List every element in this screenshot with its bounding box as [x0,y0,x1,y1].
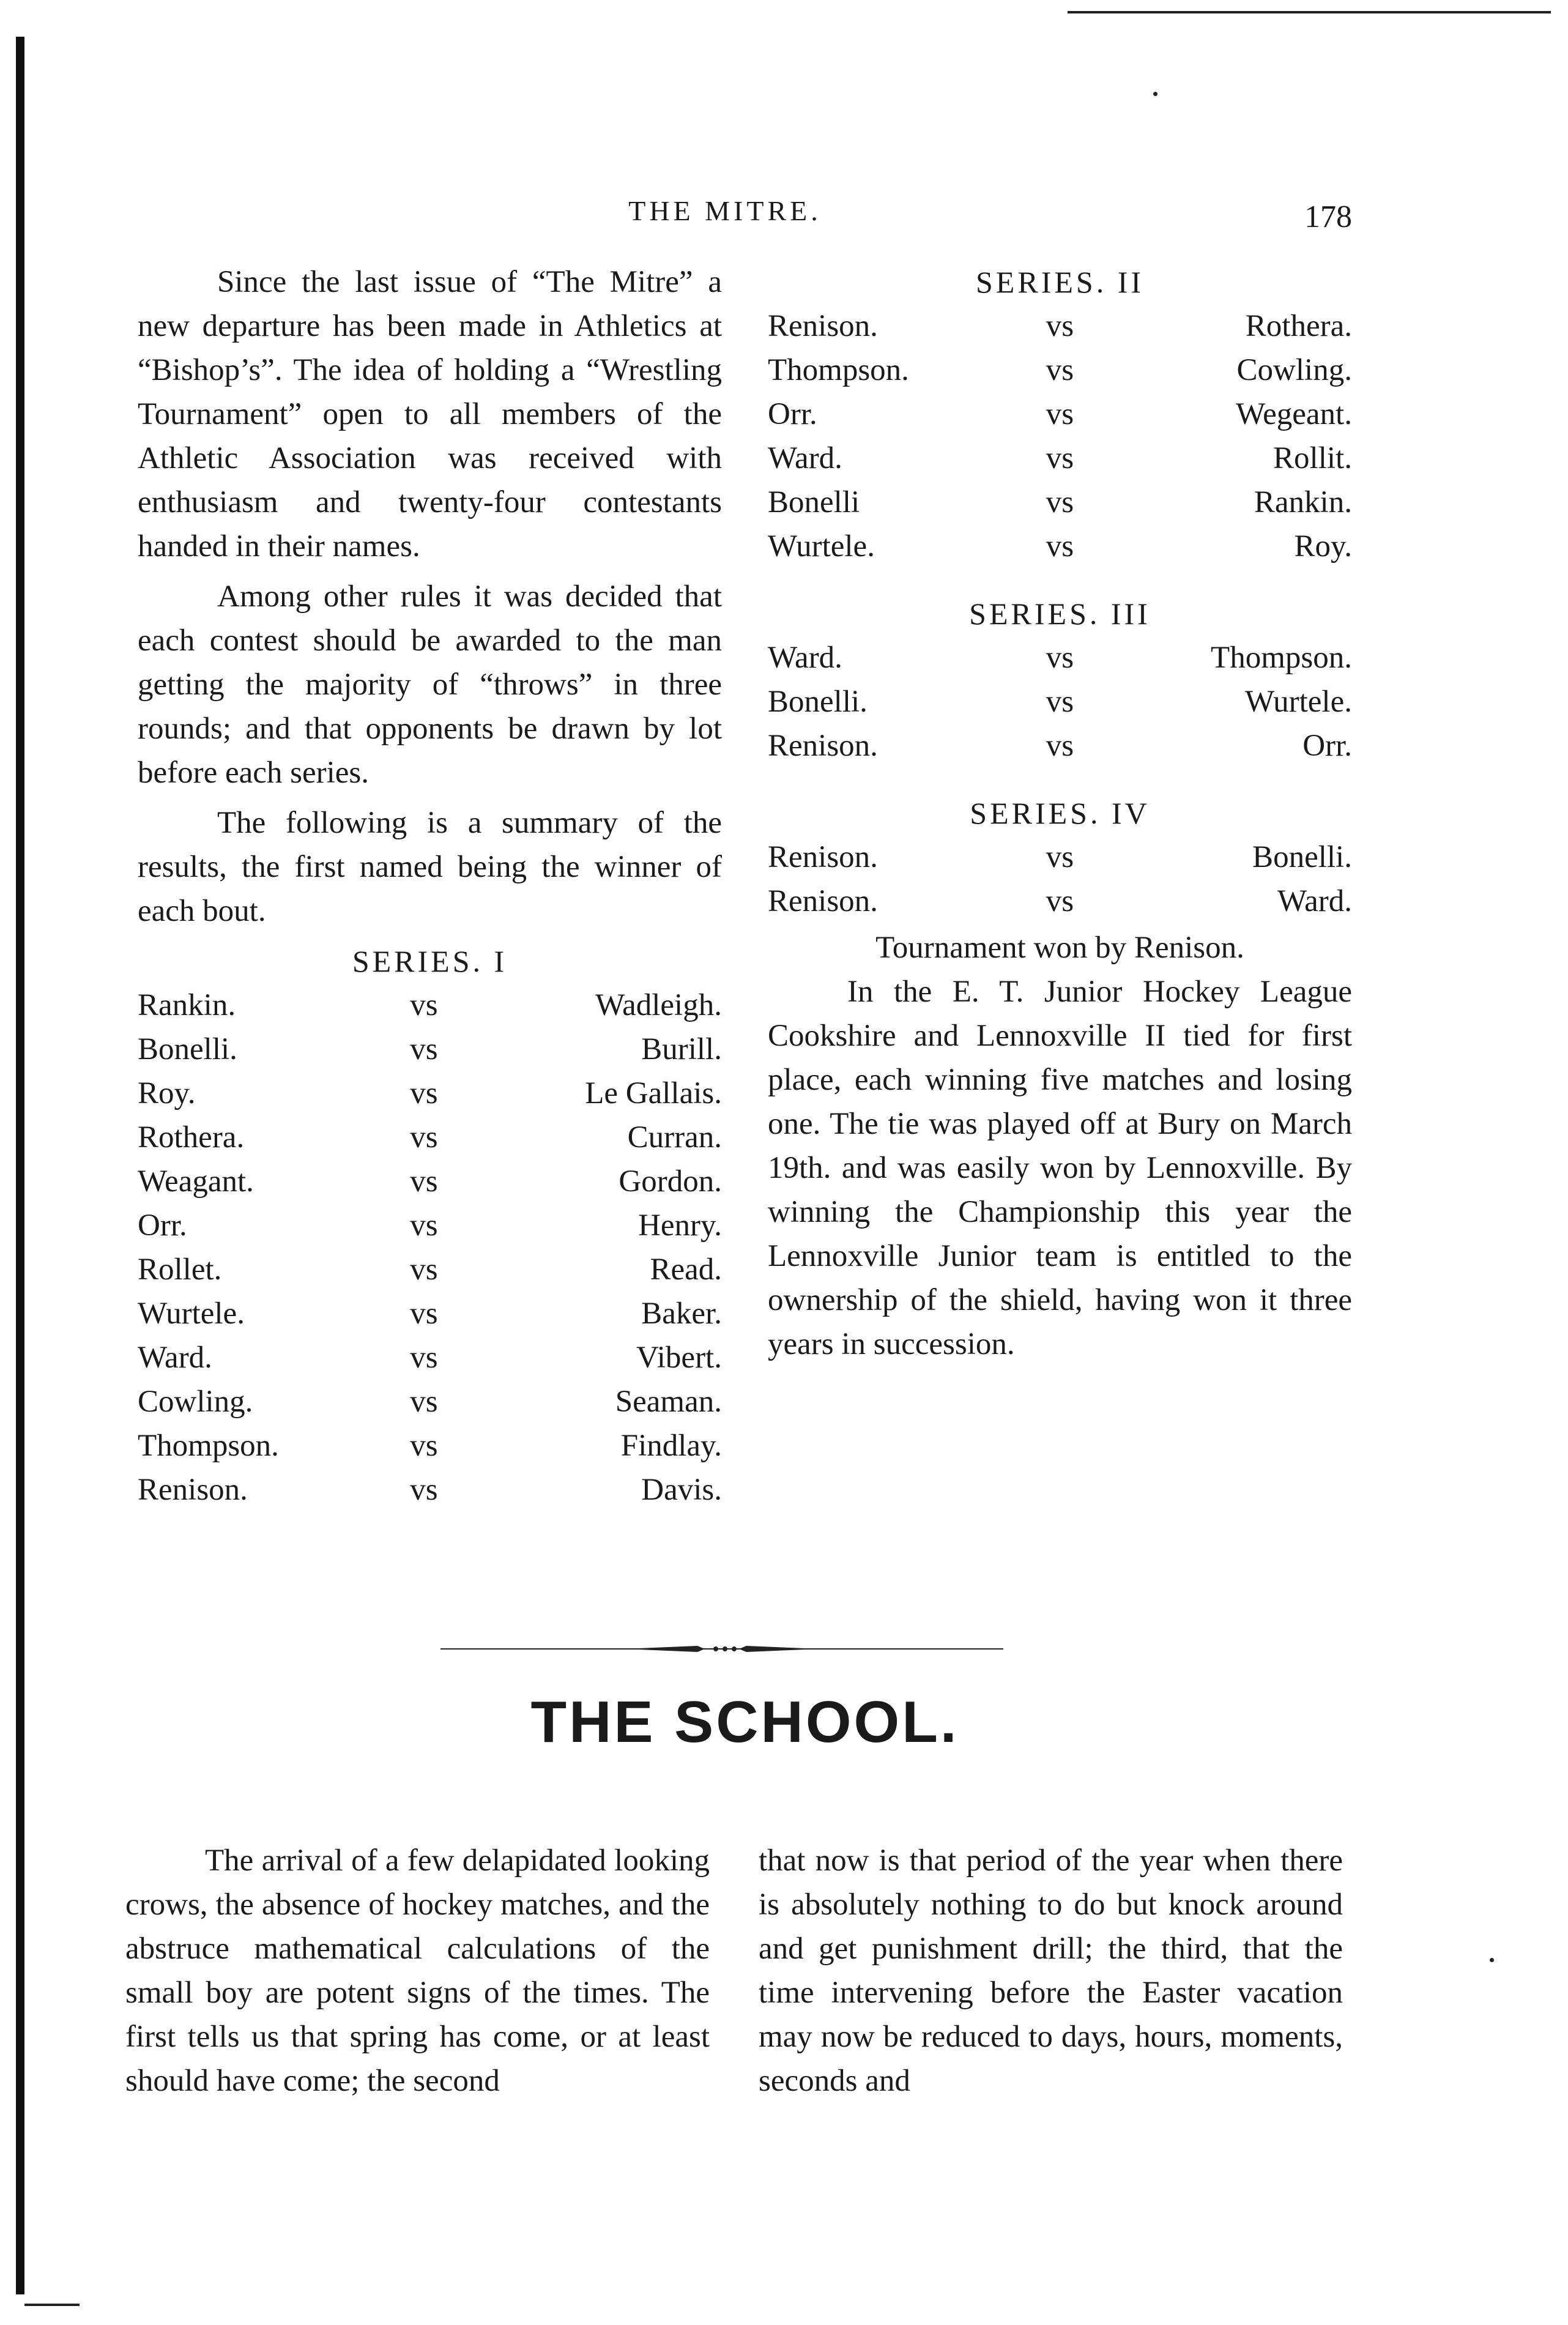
match-winner: Bonelli [768,485,860,519]
match-vs: vs [410,1164,438,1199]
match-vs: vs [1046,641,1074,675]
school-paragraph: The arrival of a few delapidated looking crows, the absence of hockey matches, and the abstruce mathematical calculations of the small boy are potent signs of the times. The first tells us that spring has come, or at least should have come; the second [125,1843,710,2098]
match-vs: vs [1046,397,1074,431]
match-row [768,524,1352,568]
athletics-paragraph: Since the last issue of “The Mitre” a new departure has been made in Athletics at “Bishop’s”. The idea of holding a “Wrestling Tournament” open to all members of the Athletic Association was received with enthusiasm and twenty-four contestants handed in their names. [138,265,722,564]
match-loser: Wegeant. [1236,397,1352,431]
match-row [138,1380,722,1424]
match-winner: Roy. [138,1076,196,1110]
match-row [768,879,1352,923]
match-row [138,983,722,1027]
match-row [768,436,1352,480]
match-vs: vs [410,1208,438,1243]
match-loser: Rankin. [1254,485,1352,519]
series-title: SERIES. II [976,265,1144,299]
match-winner: Rollet. [138,1252,222,1287]
match-winner: Weagant. [138,1164,254,1199]
match-loser: Le Gallais. [585,1076,722,1110]
match-loser: Wurtele. [1245,685,1352,719]
school-right-column [759,1839,1343,2109]
series-iv-rows [768,835,1352,923]
match-vs: vs [1046,485,1074,519]
match-loser: Read. [650,1252,722,1287]
match-loser: Ward. [1277,884,1352,918]
match-winner: Ward. [138,1341,212,1375]
match-row [138,1292,722,1336]
match-loser: Rothera. [1245,309,1352,343]
series-iii-rows [768,636,1352,768]
series-ii-rows [768,304,1352,568]
match-row [768,835,1352,879]
match-vs: vs [410,1032,438,1066]
ornamental-divider [440,1640,1003,1658]
page-number: 178 [1304,199,1352,234]
athletics-paragraph: The following is a summary of the results, the first named being the winner of each bout. [138,806,722,928]
scan-speck [1490,1958,1494,1962]
match-row [138,1248,722,1292]
match-vs: vs [410,1429,438,1463]
match-winner: Renison. [768,840,878,874]
match-winner: Bonelli. [768,685,868,719]
series-i-rows [138,983,722,1512]
match-row [768,392,1352,436]
match-vs: vs [1046,685,1074,719]
match-vs: vs [1046,441,1074,475]
match-winner: Renison. [768,309,878,343]
match-vs: vs [410,1385,438,1419]
match-winner: Wurtele. [768,529,875,564]
running-title: THE MITRE. [628,195,822,226]
match-loser: Findlay. [620,1429,722,1463]
match-winner: Thompson. [138,1429,279,1463]
match-row [138,1027,722,1071]
match-vs: vs [410,1120,438,1155]
match-row [768,348,1352,392]
match-vs: vs [410,1076,438,1110]
section-title-school: THE SCHOOL. [530,1689,959,1755]
match-loser: Wadleigh. [595,988,722,1022]
match-loser: Bonelli. [1252,840,1352,874]
match-winner: Thompson. [768,353,909,387]
match-loser: Vibert. [636,1341,722,1375]
match-loser: Orr. [1302,729,1352,763]
match-loser: Burill. [641,1032,722,1066]
match-row [138,1203,722,1248]
match-row [768,304,1352,348]
match-row [138,1115,722,1159]
match-vs: vs [1046,353,1074,387]
top-rule [1068,11,1551,13]
match-vs: vs [1046,529,1074,564]
match-vs: vs [410,988,438,1022]
series-ii [768,260,1352,568]
match-loser: Baker. [641,1296,722,1331]
match-vs: vs [1046,840,1074,874]
match-vs: vs [1046,309,1074,343]
match-loser: Gordon. [619,1164,722,1199]
tournament-result: Tournament won by Renison. [875,931,1244,965]
bottom-rule [24,2304,80,2306]
match-winner: Renison. [138,1473,248,1507]
match-winner: Ward. [768,641,842,675]
match-row [138,1159,722,1203]
match-row [138,1071,722,1115]
match-vs: vs [1046,729,1074,763]
match-winner: Wurtele. [138,1296,245,1331]
scan-speck [1153,92,1157,96]
match-row [768,636,1352,680]
series-i [138,939,722,1512]
series-title: SERIES. IV [970,796,1150,830]
match-winner: Renison. [768,884,878,918]
school-paragraph-continued: that now is that period of the year when there is absolutely nothing to do but knock around and get punishment drill; the third, that the time intervening before the Easter vacation may now be reduced to days, hours, moments, seconds and [759,1843,1343,2098]
match-loser: Henry. [638,1208,722,1243]
match-vs: vs [410,1296,438,1331]
match-row [768,680,1352,724]
match-row [138,1336,722,1380]
match-winner: Rankin. [138,988,236,1022]
match-loser: Thompson. [1211,641,1352,675]
match-loser: Rollit. [1273,441,1352,475]
athletics-right-column [768,260,1352,1372]
match-row [768,724,1352,768]
match-winner: Cowling. [138,1385,253,1419]
hockey-paragraph: In the E. T. Junior Hockey League Cookshire and Lennoxville II tied for first place, each winning five matches and losing one. The tie was played off at Bury on March 19th. and was easily won by Lennoxville. By winning the Championship this year the Lennoxville Junior team is entitled to the ownership of the shield, having won it three years in succession. [768,975,1352,1361]
match-loser: Cowling. [1236,353,1352,387]
match-row [768,480,1352,524]
series-iv [768,791,1352,923]
match-winner: Bonelli. [138,1032,237,1066]
match-loser: Seaman. [615,1385,722,1419]
match-winner: Orr. [768,397,817,431]
match-loser: Curran. [627,1120,722,1155]
match-vs: vs [410,1252,438,1287]
athletics-left-column [138,260,722,1512]
school-left-column [125,1839,710,2109]
match-loser: Davis. [641,1473,722,1507]
match-row [138,1468,722,1512]
match-vs: vs [1046,884,1074,918]
series-title: SERIES. III [969,597,1151,631]
series-iii [768,592,1352,768]
match-vs: vs [410,1341,438,1375]
match-row [138,1424,722,1468]
match-winner: Rothera. [138,1120,245,1155]
match-vs: vs [410,1473,438,1507]
scan-edge-mark [16,37,24,2294]
series-title: SERIES. I [352,944,508,978]
athletics-paragraph: Among other rules it was decided that each contest should be awarded to the man getting the majority of “throws” in three rounds; and that opponents be drawn by lot before each series. [138,579,722,790]
match-winner: Orr. [138,1208,187,1243]
match-winner: Ward. [768,441,842,475]
match-loser: Roy. [1294,529,1352,564]
match-winner: Renison. [768,729,878,763]
